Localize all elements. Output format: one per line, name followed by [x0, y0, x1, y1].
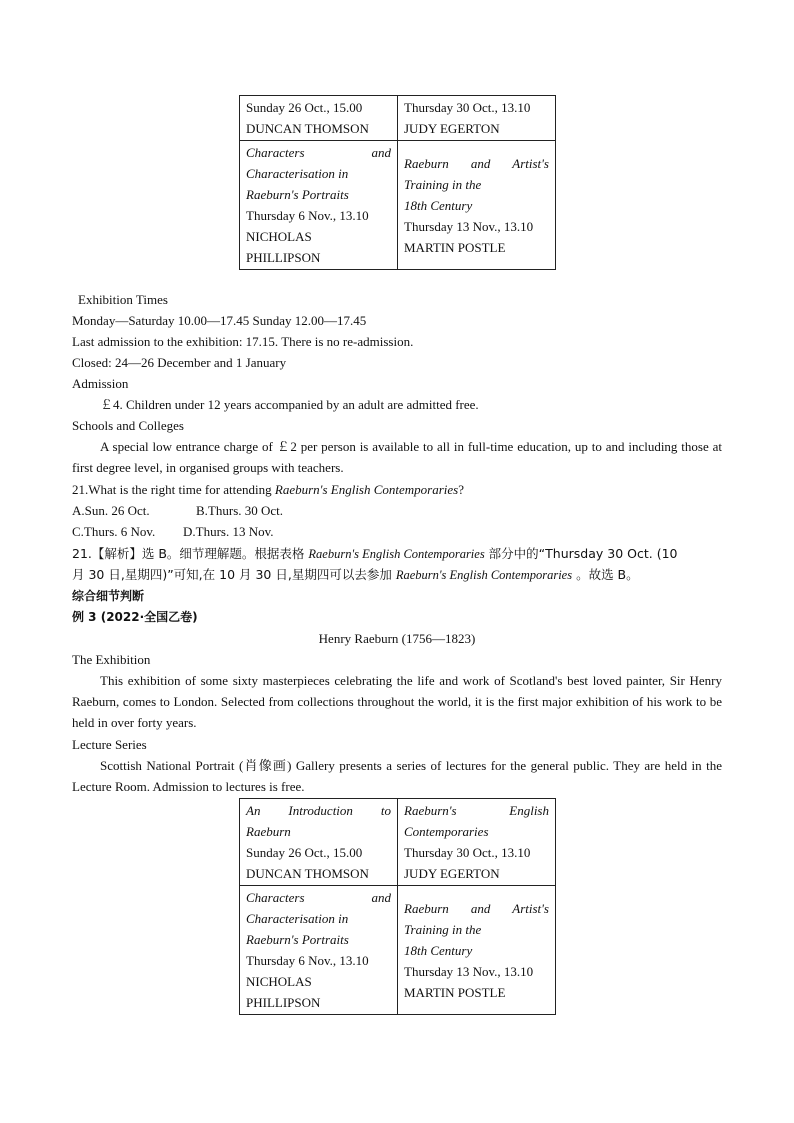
lecture-date: Sunday 26 Oct., 15.00 — [246, 845, 363, 860]
lecture-speaker: NICHOLAS — [246, 974, 312, 989]
closed-dates: Closed: 24—26 December and 1 January — [72, 355, 287, 370]
lecture-speaker: MARTIN POSTLE — [404, 984, 506, 1000]
lecture-cell — [240, 886, 398, 1015]
lecture-table-bottom — [239, 798, 556, 1015]
lecture-speaker: JUDY EGERTON — [404, 121, 500, 136]
lecture-date: Thursday 6 Nov., 13.10 — [246, 953, 369, 968]
answer-line-2: 月 30 日,星期四)”可知,在 10 月 30 日,星期四可以去参加 Raeburn's English Contemporaries 。故选 B。 — [72, 567, 639, 582]
lecture-title: Contemporaries — [404, 824, 489, 839]
lecture-date: Sunday 26 Oct., 15.00 — [246, 100, 363, 115]
lecture-title: Raeburn's Portraits — [246, 187, 349, 202]
question-options-ab — [72, 500, 722, 521]
exhibition-hours: Monday—Saturday 10.00—17.45 Sunday 12.00—17.45 — [72, 313, 367, 328]
lecture-title: Raeburn's Portraits — [246, 932, 349, 947]
lecture-series-heading: Lecture Series — [72, 737, 147, 752]
schools-heading: Schools and Colleges — [72, 418, 184, 433]
lecture-speaker: MARTIN POSTLE — [404, 239, 506, 255]
passage-title: Henry Raeburn (1756—1823) — [318, 631, 476, 646]
lecture-title: Raeburn and Artist's — [404, 155, 549, 171]
lecture-title: Characters and — [246, 890, 391, 905]
lecture-title: Raeburn — [246, 824, 291, 839]
lecture-speaker: DUNCAN THOMSON — [246, 866, 369, 881]
answer-line-1: 21.【解析】选 B。细节理解题。根据表格 Raeburn's English Contemporaries 部分中的“Thursday 30 Oct. (10 — [72, 546, 678, 561]
lecture-cell — [240, 141, 398, 270]
lecture-speaker: PHILLIPSON — [246, 250, 321, 265]
lecture-title: Characterisation in — [246, 166, 349, 181]
section-heading: 综合细节判断 — [72, 589, 145, 603]
lecture-series-text: Scottish National Portrait (肖像画) Gallery presents a series of lectures for the general public. They are held in the Lecture Room. Admission to lectures is free. — [72, 758, 722, 794]
exhibition-heading: The Exhibition — [72, 652, 151, 667]
lecture-title: Characterisation in — [246, 911, 349, 926]
exhibition-text: This exhibition of some sixty masterpieces celebrating the life and work of Scotland's best loved painter, Sir Henry Raeburn, comes to London. Selected from collections throughout the world, it is the first major exhibition of his work to be held in over forty years. — [72, 673, 722, 730]
lecture-date: Thursday 30 Oct., 13.10 — [404, 100, 531, 115]
lecture-speaker: JUDY EGERTON — [404, 866, 500, 881]
lecture-date: Thursday 6 Nov., 13.10 — [246, 208, 369, 223]
lecture-table-top — [239, 95, 556, 270]
lecture-cell — [398, 799, 556, 886]
lecture-cell — [398, 141, 556, 270]
lecture-cell — [240, 96, 398, 141]
option-c: C.Thurs. 6 Nov. — [72, 524, 156, 539]
lecture-speaker: NICHOLAS — [246, 229, 312, 244]
lecture-title: Raeburn's English — [404, 803, 549, 818]
option-b: B.Thurs. 30 Oct. — [196, 503, 284, 518]
lecture-speaker: DUNCAN THOMSON — [246, 121, 369, 136]
schools-text: A special low entrance charge of ￡2 per person is available to all in full-time education, up to and including those at first degree level, in organised groups with teachers. — [72, 439, 722, 475]
lecture-date: Thursday 13 Nov., 13.10 — [404, 218, 534, 234]
lecture-title: Training in the — [404, 176, 482, 192]
lecture-speaker: PHILLIPSON — [246, 995, 321, 1010]
option-d: D.Thurs. 13 Nov. — [183, 524, 274, 539]
lecture-title: Training in the — [404, 921, 482, 937]
lecture-title: 18th Century — [404, 197, 473, 213]
lecture-title: 18th Century — [404, 942, 473, 958]
lecture-title: Raeburn and Artist's — [404, 900, 549, 916]
example-heading: 例 3 (2022·全国乙卷) — [72, 610, 198, 624]
lecture-cell — [240, 799, 398, 886]
lecture-cell — [398, 96, 556, 141]
exhibition-times-heading: Exhibition Times — [78, 292, 168, 307]
lecture-date: Thursday 30 Oct., 13.10 — [404, 845, 531, 860]
option-a: A.Sun. 26 Oct. — [72, 503, 150, 518]
question-options-cd — [72, 521, 722, 542]
lecture-date: Thursday 13 Nov., 13.10 — [404, 963, 534, 979]
last-admission: Last admission to the exhibition: 17.15. There is no re-admission. — [72, 334, 414, 349]
lecture-title: An Introduction to — [246, 803, 391, 818]
admission-text: ￡4. Children under 12 years accompanied by an adult are admitted free. — [100, 397, 479, 412]
lecture-cell — [398, 886, 556, 1015]
admission-heading: Admission — [72, 376, 129, 391]
question-stem: 21.What is the right time for attending Raeburn's English Contemporaries? — [72, 482, 465, 497]
lecture-title: Characters and — [246, 145, 391, 160]
